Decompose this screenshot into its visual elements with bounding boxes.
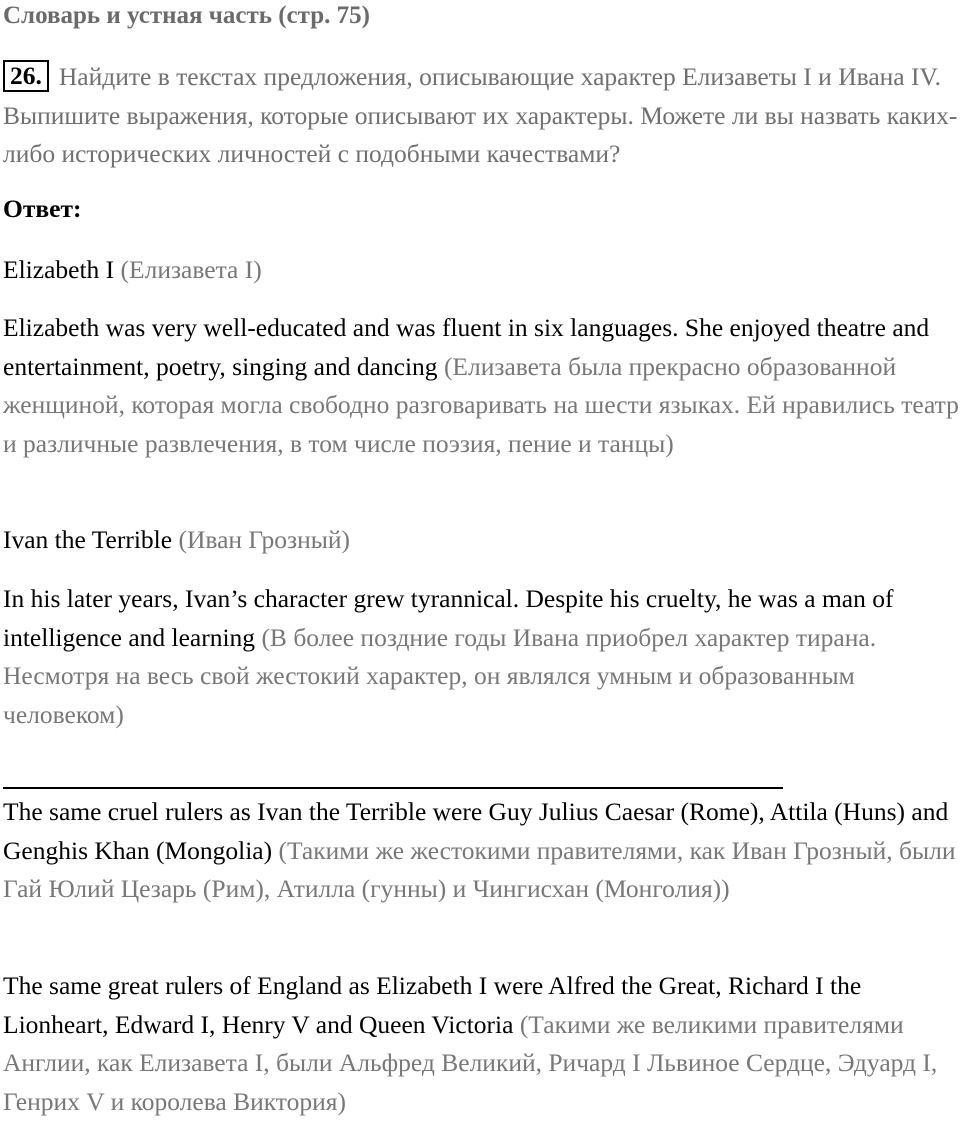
- elizabeth-heading-en: Elizabeth I: [3, 255, 115, 284]
- ivan-paragraph-ru: (В более поздние годы Ивана приобрел характер тирана. Несмотря на весь свой жестокий характер, он являлся умным и образованным человеком): [3, 622, 877, 729]
- cruel-rulers-en: The same cruel rulers as Ivan the Terrible were Guy Julius Caesar (Rome), Attila (Huns) and Genghis Khan (Mongolia): [3, 797, 949, 865]
- great-rulers-ru: (Такими же великими правителями Англии, как Елизавета I, были Альфред Великий, Ричард I Львиное Сердце, Эдуард I, Генрих V и королева Виктория): [3, 1009, 938, 1116]
- ivan-paragraph-en: In his later years, Ivan’s character grew tyrannical. Despite his cruelty, he was a man of intelligence and learning: [3, 584, 894, 652]
- task-text: Найдите в текстах предложения, описывающие характер Елизаветы I и Ивана IV. Выпишите выражения, которые описывают их характеры. Можете ли вы назвать каких-либо исторических личностей с подобными качествами?: [3, 62, 958, 168]
- section-divider: [3, 787, 783, 789]
- section-title: Словарь и устная часть (стр. 75): [3, 2, 370, 29]
- elizabeth-paragraph-ru: (Елизавета была прекрасно образованной женщиной, которая могла свободно разговаривать на шести языках. Ей нравились театр и различные развлечения, в том числе поэзия, пение и танцы): [3, 351, 959, 458]
- great-rulers-paragraph: [3, 967, 960, 1121]
- answer-label: Ответ:: [3, 194, 82, 223]
- elizabeth-heading: [3, 251, 960, 290]
- task-number: 26.: [3, 60, 49, 92]
- task-block: [3, 58, 958, 174]
- cruel-rulers-ru: (Такими же жестокими правителями, как Иван Грозный, были Гай Юлий Цезарь (Рим), Атилла (гунны) и Чингисхан (Монголия)): [3, 835, 956, 903]
- elizabeth-heading-ru: (Елизавета I): [120, 255, 262, 284]
- ivan-heading-ru: (Иван Грозный): [178, 525, 351, 554]
- elizabeth-paragraph-en: Elizabeth was very well-educated and was fluent in six languages. She enjoyed theatre and entertainment, poetry, singing and dancing: [3, 313, 930, 381]
- ivan-paragraph: [3, 580, 960, 734]
- elizabeth-paragraph: [3, 309, 960, 463]
- cruel-rulers-paragraph: [3, 793, 960, 909]
- ivan-heading-en: Ivan the Terrible: [3, 525, 173, 554]
- great-rulers-en: The same great rulers of England as Elizabeth I were Alfred the Great, Richard I the Lionheart, Edward I, Henry V and Queen Victoria: [3, 971, 862, 1039]
- ivan-heading: [3, 521, 960, 560]
